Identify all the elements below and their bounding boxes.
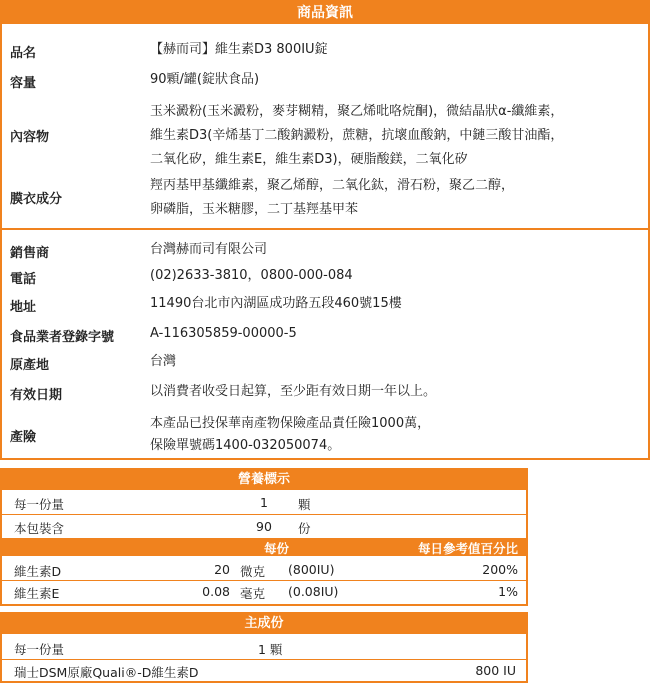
info-value-line: 本產品已投保華南產物保險產品責任險1000萬， <box>150 416 431 431</box>
info-label: 容量 <box>10 76 37 91</box>
info-label: 銷售商 <box>10 246 50 261</box>
main-serving-label: 每一份量 <box>14 642 65 657</box>
main-ingredient-panel <box>0 612 528 683</box>
info-row-coating <box>2 174 648 222</box>
info-label: 電話 <box>10 272 37 287</box>
info-row-contents <box>2 100 648 172</box>
main-serving-value: 1 顆 <box>258 642 283 657</box>
nutrition-header <box>2 470 526 490</box>
nutrient-unit: 微克 <box>240 564 266 579</box>
info-label: 膜衣成分 <box>10 192 63 207</box>
info-divider <box>2 228 648 230</box>
info-value: 台灣 <box>150 354 177 369</box>
info-row-expiry <box>2 380 648 404</box>
main-ingredient-header <box>2 614 526 634</box>
col-per-serving: 每份 <box>264 541 290 556</box>
nutrition-rule <box>2 514 526 515</box>
product-info-title: 商品資訊 <box>297 5 353 21</box>
nutrient-amount: 0.08 <box>202 584 230 599</box>
main-ingredient-rule <box>2 659 526 660</box>
info-label: 產險 <box>10 430 37 445</box>
info-label: 地址 <box>10 300 37 315</box>
nutrition-column-header <box>2 538 526 556</box>
main-ingredient-title: 主成份 <box>244 616 284 631</box>
info-value-line: 維生素D3(辛烯基丁二酸鈉澱粉，蔗糖，抗壞血酸鈉，中鏈三酸甘油酯， <box>150 128 564 143</box>
info-label: 有效日期 <box>10 388 63 403</box>
info-row-address <box>2 292 648 316</box>
nutrient-amount: 20 <box>214 562 230 577</box>
info-value: A-116305859-00000-5 <box>150 326 297 341</box>
info-value-line: 羥丙基甲基纖維素，聚乙烯醇，二氧化鈦，滑石粉，聚乙二醇， <box>150 178 515 193</box>
nutrition-rule <box>2 580 526 581</box>
info-row-origin <box>2 350 648 374</box>
serving-label: 每一份量 <box>14 497 65 512</box>
info-row-capacity <box>2 68 648 92</box>
nutrient-equiv: (0.08IU) <box>288 584 339 599</box>
nutrient-name: 維生素D <box>14 564 62 579</box>
nutrient-daily-pct: 200% <box>482 562 518 577</box>
info-value: 台灣赫而司有限公司 <box>150 242 268 257</box>
info-value: (02)2633-3810，0800-000-084 <box>150 268 353 283</box>
nutrition-title: 營養標示 <box>237 472 290 487</box>
main-ingredient-name: 瑞士DSM原廠Quali®-D維生素D <box>14 665 199 680</box>
info-value-line: 二氧化矽，維生素E，維生素D3)，硬脂酸鎂，二氧化矽 <box>150 152 468 167</box>
product-info-header <box>2 2 648 24</box>
nutrient-equiv: (800IU) <box>288 562 335 577</box>
pack-value: 90 <box>256 519 272 534</box>
nutrition-panel <box>0 468 528 606</box>
info-row-name <box>2 38 648 62</box>
info-value: 90顆/罐(錠狀食品) <box>150 72 260 87</box>
info-row-seller <box>2 238 648 262</box>
info-row-registration <box>2 322 648 346</box>
info-value-line: 保險單號碼1400-032050074。 <box>150 438 341 453</box>
info-label: 品名 <box>10 46 37 61</box>
info-label: 內容物 <box>10 130 50 145</box>
serving-unit: 顆 <box>298 497 311 512</box>
info-value-line: 玉米澱粉(玉米澱粉，麥芽糊精，聚乙烯吡咯烷酮)，微結晶狀α-纖維素， <box>150 104 564 119</box>
nutrient-name: 維生素E <box>14 586 60 601</box>
info-row-phone <box>2 264 648 288</box>
info-value: 以消費者收受日起算，至少距有效日期一年以上。 <box>150 384 437 399</box>
info-value: 11490台北市內湖區成功路五段460號15樓 <box>150 296 402 311</box>
info-label: 食品業者登錄字號 <box>10 330 115 345</box>
info-value: 【赫而司】維生素D3 800IU錠 <box>150 42 328 57</box>
pack-label: 本包裝含 <box>14 521 65 536</box>
col-daily-percent: 每日參考值百分比 <box>417 541 518 556</box>
pack-unit: 份 <box>298 521 311 536</box>
info-label: 原產地 <box>10 358 50 373</box>
nutrient-unit: 毫克 <box>240 586 266 601</box>
serving-value: 1 <box>260 495 268 510</box>
info-value-line: 卵磷脂，玉米糖膠，二丁基羥基甲苯 <box>150 202 359 217</box>
info-row-insurance <box>2 412 648 460</box>
main-ingredient-amount: 800 IU <box>475 663 516 678</box>
nutrient-daily-pct: 1% <box>498 584 518 599</box>
